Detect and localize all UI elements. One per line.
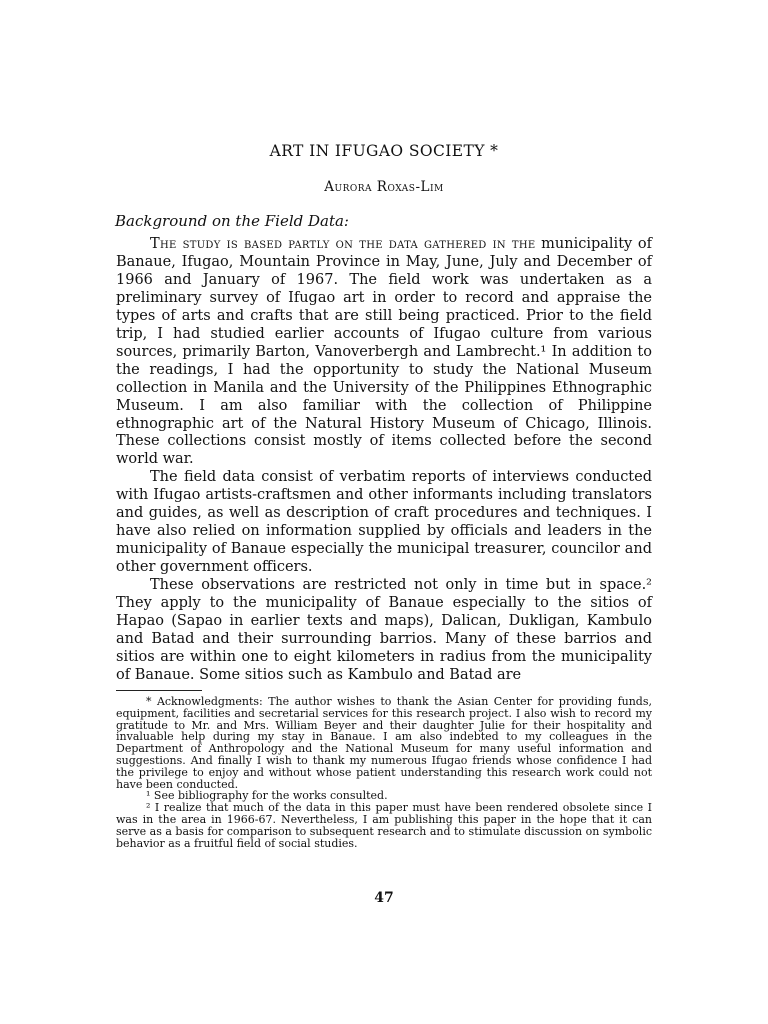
- footnote-1: ¹ See bibliography for the works consulted.: [146, 789, 388, 803]
- footnotes: [116, 696, 652, 849]
- paragraph-3: These observations are restricted not only in time but in space.² They apply to the municipality of Banaue especially to the sitios of Hapao (Sapao in earlier texts and maps), Dalican, Dukligan, Kambulo and Batad and their surrounding barrios. Many of these barrios and sitios are within one to eight kilometers in radius from the municipality of Banaue. Some sitios such as Kambulo and Batad are: [116, 577, 652, 683]
- paragraph-lead-caps: The study is based partly on the data gathered in the: [150, 236, 536, 252]
- paragraph-1-text: municipality of Banaue, Ifugao, Mountain Province in May, June, July and December of 1966 and January of 1967. The field work was undertaken as a preliminary survey of Ifugao art in order to record and appraise the types of arts and crafts that are still being practiced. Prior to the field trip, I had studied earlier accounts of Ifugao culture from various sources, primarily Barton, Vanoverbergh and Lambrecht.¹ In addition to the readings, I had the opportunity to study the National Museum collection in Manila and the University of the Philippines Ethnographic Museum. I am also familiar with the collection of Philippine ethnographic art of the Natural History Museum of Chicago, Illinois. These collections consist mostly of items collected before the second world war.: [116, 236, 652, 468]
- footnote-acknowledgments: * Acknowledgments: The author wishes to thank the Asian Center for providing funds, equipment, facilities and secretarial services for this research project. I also wish to record my gratitude to Mr. and Mrs. William Beyer and their daughter Julie for their hospitality and invaluable help during my stay in Banaue. I am also indebted to my colleagues in the Department of Anthropology and the National Museum for many useful information and suggestions. And finally I wish to thank my numerous Ifugao friends whose confidence I had the privilege to enjoy and without whose patient understanding this research work could not have been conducted.: [116, 695, 652, 791]
- section-heading: Background on the Field Data:: [115, 212, 349, 230]
- body-text: [116, 236, 652, 685]
- paragraph-2: The field data consist of verbatim reports of interviews conducted with Ifugao artists-craftsmen and other informants including translators and guides, as well as description of craft procedures and techniques. I have also relied on information supplied by officials and leaders in the municipality of Banaue especially the municipal treasurer, councilor and other government officers.: [116, 469, 652, 576]
- paragraph-1: [116, 236, 652, 469]
- footnote-divider: [116, 690, 202, 691]
- footnote-2: ² I realize that much of the data in this paper must have been rendered obsolete since I was in the area in 1966-67. Nevertheless, I am publishing this paper in the hope that it can serve as a basis for comparison to subsequent research and to stimulate discussion on symbolic behavior as a fruitful field of social studies.: [116, 801, 652, 850]
- page-number: 47: [374, 890, 394, 906]
- article-author: Aurora Roxas-Lim: [324, 179, 444, 195]
- article-title: ART IN IFUGAO SOCIETY *: [269, 142, 499, 160]
